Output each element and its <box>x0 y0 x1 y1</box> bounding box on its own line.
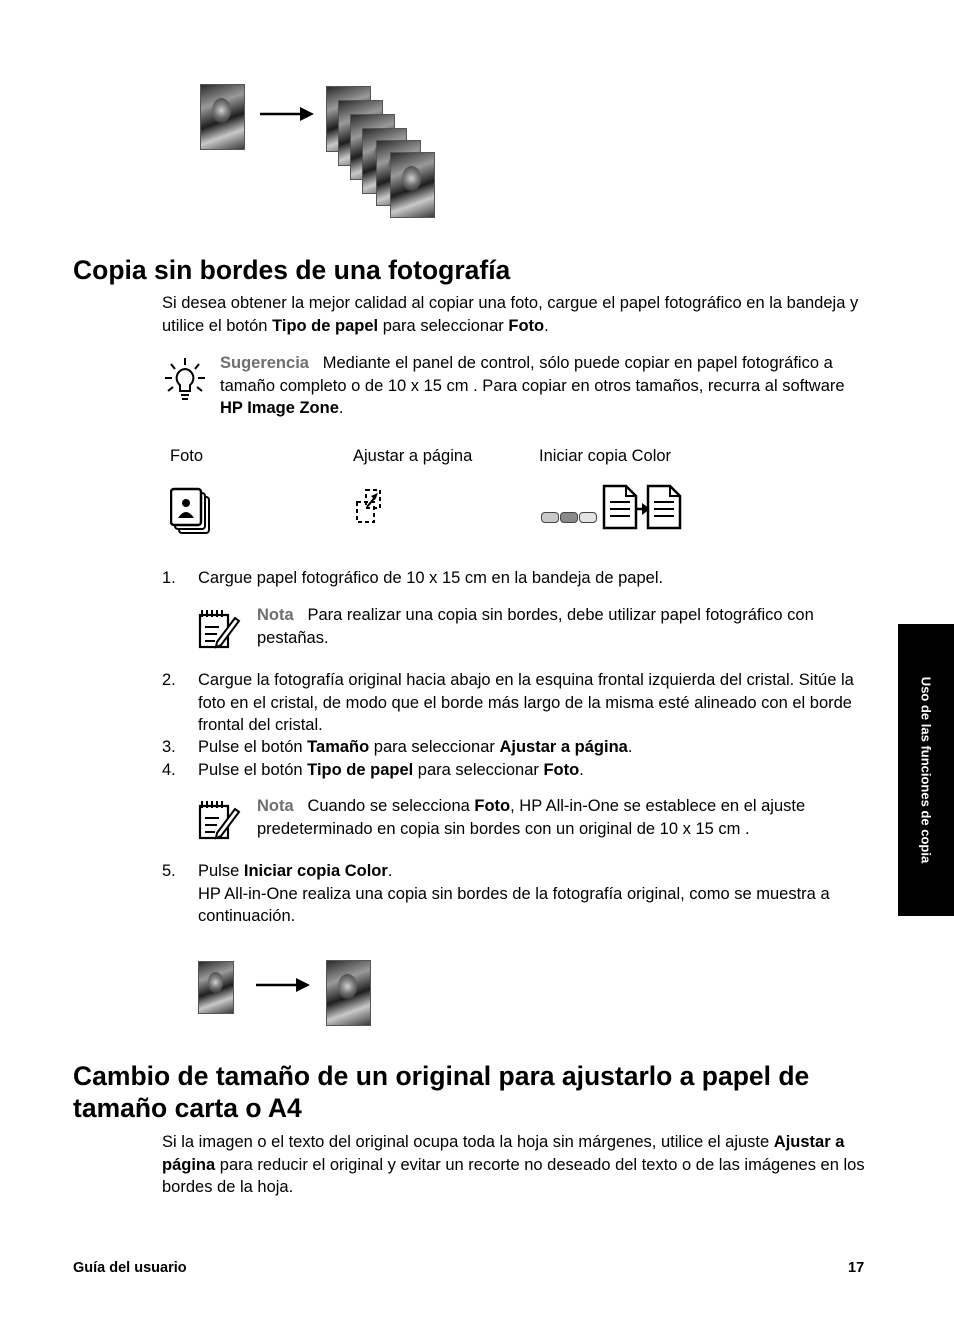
chapter-side-tab <box>898 624 954 916</box>
chapter-side-tab-label: Uso de las funciones de copia <box>918 676 934 864</box>
copy-photo-image <box>390 152 435 218</box>
tip-text: Sugerencia Mediante el panel de control, sólo puede copiar en papel fotográfico a tamaño completo o de 10 x 15 cm . Para copiar en otros tamaños, recurra al software HP Image Zone. <box>220 354 845 418</box>
section-paragraph: Si la imagen o el texto del original ocupa toda la hoja sin márgenes, utilice el ajuste Ajustar a página para reducir el original y evitar un recorte no deseado del texto o de las imágenes en los bordes de la hoja. <box>162 1133 865 1197</box>
note-text: Nota Para realizar una copia sin bordes, debe utilizar papel fotográfico con pestañas. <box>257 606 814 647</box>
button-label-ajustar: Ajustar a página <box>353 447 473 465</box>
tip-label: Sugerencia <box>220 354 309 372</box>
page-number: 17 <box>848 1260 865 1276</box>
original-photo-image <box>200 84 245 150</box>
note-icon <box>197 607 241 649</box>
section-heading: Copia sin bordes de una fotografía <box>73 255 511 285</box>
section-heading: Cambio de tamaño de un original para ajustarlo a papel de tamaño carta o A4 <box>73 1061 810 1123</box>
color-keys-icon <box>539 510 601 526</box>
intro-paragraph: Si desea obtener la mejor calidad al copiar una foto, cargue el papel fotográfico en la bandeja y utilice el botón Tipo de papel para seleccionar Foto. <box>162 294 859 335</box>
lightbulb-icon <box>163 356 207 406</box>
note-label: Nota <box>257 606 294 624</box>
note-label: Nota <box>257 797 294 815</box>
note-text: Nota Cuando se selecciona Foto, HP All-in-One se establece en el ajuste predeterminado en copia sin bordes con un original de 10 x 15 cm . <box>257 797 806 838</box>
button-label-iniciar: Iniciar copia Color <box>539 447 672 465</box>
fit-to-page-icon <box>354 488 384 524</box>
borderless-copy-image <box>326 960 371 1026</box>
arrow-right-icon <box>258 104 316 124</box>
photo-paper-icon <box>170 487 214 537</box>
note-icon <box>197 798 241 840</box>
button-label-foto: Foto <box>170 447 204 465</box>
original-photo-image <box>198 961 234 1014</box>
arrow-right-icon <box>254 975 312 995</box>
copy-documents-icon <box>602 484 686 530</box>
footer-title: Guía del usuario <box>73 1260 187 1276</box>
